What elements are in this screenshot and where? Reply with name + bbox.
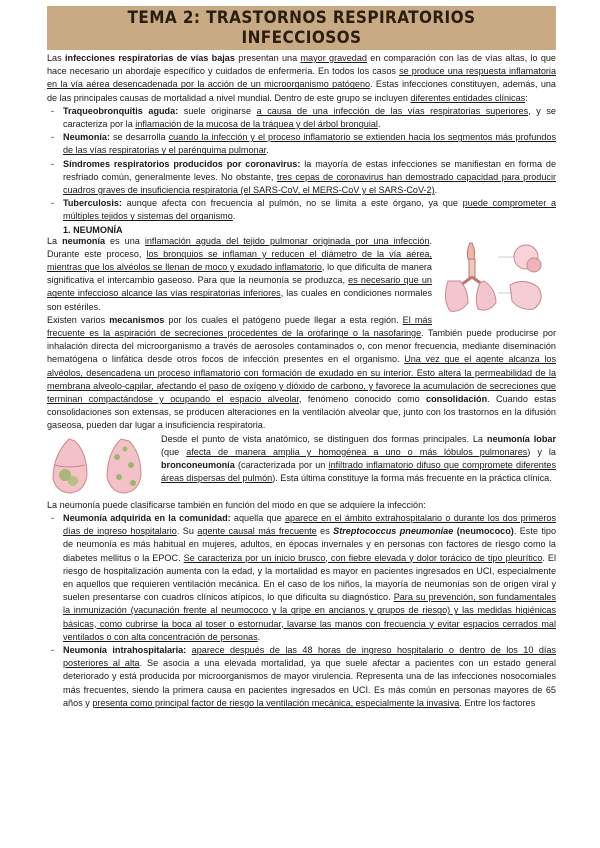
list-item: - Neumonía: se desarrolla cuando la infección y el proceso inflamatorio se extienden hacia los segmentos más profundos de las vías respiratorias y el parénquima pulmonar. bbox=[63, 131, 556, 157]
list-item-community: - Neumonía adquirida en la comunidad: aquella que aparece en el ámbito extrahospitalario o durante los dos primeros días de ingreso hospitalario. Su agente causal más frecuente es Streptococcus pneumoniae (neumococo). Este tipo de neumonía es más habitual en mujeres, adultos, en épocas invernales y en personas con factores de riesgo como la diabetes mellitus o la EPOC. Se caracteriza por un inicio brusco, con fiebre elevada y dolor torácico de tipo pleurítico. El riesgo de hospitalización aumenta con la edad, y la mortalidad es mayor en pacientes ingresados en UCI, especialmente en aquellos que requieren ventilación mecánica. En el caso de los niños, la mayoría de neumonías son de origen viral y suelen presentarse con cuadros clínicos atípicos, lo que dificulta su diagnóstico. Para su prevención, son fundamentales la inmunización (vacunación frente al neumococo y la gripe en ancianos y grupos de riesgo) y las medidas higiénicas básicas, como cubrirse la boca al toser o estornudar, lavarse las manos con frecuencia y evitar espacios cerrados mal ventilados o con alta concentración de personas. bbox=[63, 512, 556, 644]
list-item: - Traqueobronquitis aguda: suele originarse a causa de una infección de las vías respiratorias superiores, y se caracteriza por la inflamación de la mucosa de la tráquea y del árbol bronquial. bbox=[63, 105, 556, 131]
clinical-entities-list bbox=[47, 105, 556, 224]
lungs-illustration bbox=[47, 435, 155, 497]
page-title: TEMA 2: TRASTORNOS RESPIRATORIOS INFECCIOSOS bbox=[47, 6, 556, 50]
classification-intro: La neumonía puede clasificarse también en función del modo en que se adquiere la infección: bbox=[47, 499, 426, 510]
list-item: - Síndromes respiratorios producidos por coronavirus: la mayoría de estas infecciones se manifiestan en forma de resfriado común, generalmente leves. No obstante, tres cepas de coronavirus han demostrado capacidad para producir cuadros graves de insuficiencia respiratoria (el SARS-CoV, el MERS-CoV y el SARS-CoV-2). bbox=[63, 158, 556, 198]
respiratory-tract-illustration bbox=[438, 237, 556, 315]
intro-paragraph: Las infecciones respiratorias de vías bajas presentan una mayor gravedad en comparación con las de vías altas, lo que hace necesario un abordaje específico y cuidados de enfermería. En todos los casos se produce una respuesta inflamatoria en la vía aérea desencadenada por la acción de un microorganismo patógeno. Estas infecciones constituyen, además, una de las principales causas de mortalidad a nivel mundial. Dentro de este grupo se incluyen diferentes entidades clínicas: bbox=[47, 53, 556, 103]
anatomical-forms-paragraph: Desde el punto de vista anatómico, se distinguen dos formas principales. La neumonía lobar (que afecta de manera amplia y homogénea a uno o más lóbulos pulmonares) y la bronconeumonía (caracterizada por un infiltrado inflamatorio difuso que compromete diferentes áreas dispersas del pulmón). Esta última constituye la forma más frecuente en la práctica clínica. bbox=[161, 433, 556, 484]
pneumonia-types-list bbox=[47, 512, 556, 710]
section-heading-neumonia: 1. NEUMONÍA bbox=[63, 224, 123, 235]
pneumonia-definition-paragraph: La neumonía es una inflamación aguda del tejido pulmonar originada por una infección. Durante este proceso, los bronquios se inflaman y reducen el diámetro de la vía aérea, mientras que los alvéolos se llenan de moco y exudado inflamatorio, lo que dificulta de manera significativa el intercambio gaseoso. Para que la neumonía se produzca, es necesario que un agente infeccioso alcance las vías respiratorias inferiores, las cuales en condiciones normales son estériles. bbox=[47, 235, 433, 312]
list-item: - Tuberculosis: aunque afecta con frecuencia al pulmón, no se limita a este órgano, ya que puede comprometer a múltiples tejidos y sistemas del organismo. bbox=[63, 197, 556, 223]
mechanisms-paragraph: Existen varios mecanismos por los cuales el patógeno puede llegar a esta región. El más frecuente es la aspiración de secreciones procedentes de la orofaringe o la nasofaringe. También puede producirse por inhalación directa del microorganismo a través de aerosoles contaminados o, con menor frecuencia, mediante diseminación hematógena o linfática desde otros focos de infección presentes en el organismo. Una vez que el agente alcanza los alvéolos, desencadena un proceso inflamatorio con formación de exudado en su interior. Esto altera la permeabilidad de la membrana alveolo-capilar, afectando el paso de oxígeno y dióxido de carbono, y favorece la acumulación de secreciones que terminan compactándose y ocupando el espacio alveolar, fenómeno conocido como consolidación. Cuando estas consolidaciones son extensas, se producen alteraciones en la ventilación alveolar que, junto con los trastornos en la difusión gaseosa, pueden dar lugar a insuficiencia respiratoria. bbox=[47, 314, 557, 431]
list-item-hospital: - Neumonía intrahospitalaria: aparece después de las 48 horas de ingreso hospitalario o dentro de los 10 días posteriores al alta. Se asocia a una elevada mortalidad, ya que suele afectar a pacientes con un estado general deteriorado y está producida por microorganismos de mayor virulencia. Representa una de las infecciones nosocomiales más frecuentes, siendo la primera causa en pacientes ingresados en UCI. Es más común en personas mayores de 65 años y presenta como principal factor de riesgo la ventilación mecánica, especialmente la invasiva. Entre los factores bbox=[63, 644, 556, 710]
